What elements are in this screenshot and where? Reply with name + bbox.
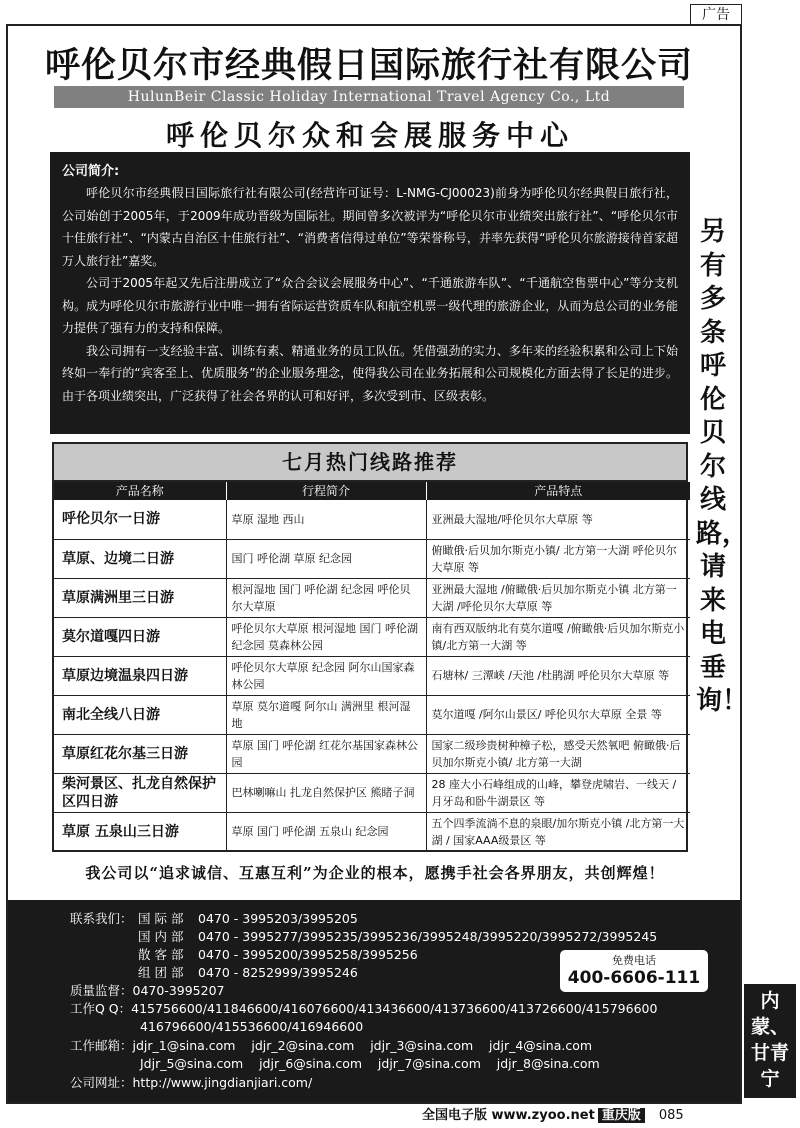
column-header: 产品特点	[426, 482, 690, 500]
route-features: 28 座大小石峰组成的山峰，攀登虎啸岩、一线天 /月牙岛和卧牛湖景区 等	[426, 773, 690, 812]
company-title-english: HulunBeir Classic Holiday International Travel Agency Co., Ltd	[54, 86, 684, 108]
ad-label: 广告	[690, 4, 742, 26]
table-row	[54, 539, 690, 578]
footer-site[interactable]: 全国电子版 www.zyoo.net	[422, 1108, 595, 1123]
intro-heading: 公司简介:	[62, 164, 120, 179]
intro-paragraph: 我公司拥有一支经验丰富、训练有素、精通业务的员工队伍。凭借强劲的实力、多年来的经验积累和公司上下始终如一奉行的“宾客至上、优质服务”的企业服务理念，使得我公司在业务拓展和公司规模化方面去得了长足的进步。由于各项业绩突出，广泛获得了社会各界的认可和好评，多次受到市、区级表彰。	[62, 343, 678, 403]
route-itinerary: 巴林喇嘛山 扎龙自然保护区 熊睹子洞	[226, 773, 426, 812]
route-name: 莫尔道嘎四日游	[54, 617, 226, 656]
routes-table	[54, 482, 690, 851]
table-row	[54, 656, 690, 695]
table-row	[54, 617, 690, 656]
qq-numbers: 工作Q Q：415756600/411846600/416076600/413436600/413736600/413726600/415796600	[70, 1001, 658, 1016]
dept-phones: 0470 - 3995203/3995205	[198, 911, 358, 926]
route-features: 亚洲最大湿地 /俯瞰俄·后贝加尔斯克小镇 北方第一大湖 /呼伦贝尔大草原 等	[426, 578, 690, 617]
table-row	[54, 773, 690, 812]
route-name: 草原 五泉山三日游	[54, 812, 226, 851]
subsidiary-title: 呼伦贝尔众和会展服务中心	[165, 119, 574, 152]
column-header: 行程简介	[226, 482, 426, 500]
email-list[interactable]: 工作邮箱：jdjr_1@sina.com jdjr_2@sina.com jdjr_3@sina.com jdjr_4@sina.com	[70, 1038, 593, 1053]
routes-table-panel	[52, 442, 688, 852]
route-itinerary: 国门 呼伦湖 草原 纪念园	[226, 539, 426, 578]
route-features: 俯瞰俄·后贝加尔斯克小镇/ 北方第一大湖 呼伦贝尔大草原 等	[426, 539, 690, 578]
route-features: 石塘林/ 三潭峡 /天池 /杜鹃湖 呼伦贝尔大草原 等	[426, 656, 690, 695]
company-title: 呼伦贝尔市经典假日国际旅行社有限公司	[44, 46, 693, 86]
column-header: 产品名称	[54, 482, 226, 500]
dept-name: 组 团 部	[138, 965, 184, 980]
route-itinerary: 草原 国门 呼伦湖 红花尔基国家森林公园	[226, 734, 426, 773]
route-name: 草原红花尔基三日游	[54, 734, 226, 773]
route-name: 草原满洲里三日游	[54, 578, 226, 617]
intro-paragraph: 公司于2005年起又先后注册成立了“众合会议会展服务中心”、“千通旅游车队”、“千通航空售票中心”等分支机构。成为呼伦贝尔市旅游行业中唯一拥有省际运营资质车队和航空机票一级代理的旅游企业，从而为总公司的业务能力提供了强有力的支持和保障。	[62, 276, 679, 335]
dept-name: 散 客 部	[138, 947, 184, 962]
company-intro	[50, 152, 690, 434]
region-tab-line: 甘青宁	[750, 1042, 789, 1090]
bottom-slogan: 我公司以“追求诚信、互惠互利”为企业的根本，愿携手社会各界朋友，共创辉煌！	[85, 864, 665, 882]
route-name: 柴河景区、扎龙自然保护区四日游	[54, 773, 226, 812]
route-itinerary: 呼伦贝尔大草原 根河湿地 国门 呼伦湖 纪念园 莫森林公园	[226, 617, 426, 656]
route-name: 呼伦贝尔一日游	[54, 500, 226, 539]
quality-supervision: 质量监督：0470-3995207	[70, 983, 225, 998]
hotline-label: 免费电话	[612, 954, 656, 967]
email-list-cont[interactable]: Jdjr_5@sina.com jdjr_6@sina.com jdjr_7@sina.com jdjr_8@sina.com	[140, 1056, 600, 1071]
route-itinerary: 草原 莫尔道嘎 阿尔山 满洲里 根河湿地	[226, 695, 426, 734]
route-features: 五个四季流淌不息的泉眼/加尔斯克小镇 /北方第一大湖 / 国家AAA级景区 等	[426, 812, 690, 851]
table-row	[54, 734, 690, 773]
table-row	[54, 578, 690, 617]
routes-title: 七月热门线路推荐	[54, 444, 686, 482]
dept-phones: 0470 - 3995200/3995258/3995256	[198, 947, 418, 962]
table-row	[54, 500, 690, 539]
qq-numbers-cont: 416796600/415536600/416946600	[140, 1019, 364, 1034]
hotline-number[interactable]: 400-6606-111	[567, 968, 701, 988]
route-features: 南有西双版纳北有莫尔道嘎 /俯瞰俄·后贝加尔斯克小镇/北方第一大湖 等	[426, 617, 690, 656]
route-features: 亚洲最大湿地/呼伦贝尔大草原 等	[431, 512, 593, 526]
region-tab	[744, 984, 796, 1098]
dept-name: 国 内 部	[138, 929, 184, 944]
route-features: 莫尔道嘎 /阿尔山景区/ 呼伦贝尔大草原 全景 等	[426, 695, 690, 734]
page-footer	[422, 1106, 792, 1126]
intro-paragraph: 呼伦贝尔市经典假日国际旅行社有限公司(经营许可证号：L-NMG-CJ00023)前身为呼伦贝尔经典假日旅行社，公司始创于2005年，于2009年成功晋级为国际社。期间曾多次被评为“呼伦贝尔市业绩突出旅行社”、“呼伦贝尔市十佳旅行社”、“内蒙古自治区十佳旅行社”、“消费者信得过单位”等荣誉称号，并率先获得“呼伦贝尔旅游接待首家超万人旅行社”嘉奖。	[62, 186, 678, 268]
dept-name: 国 际 部	[138, 911, 184, 926]
route-itinerary: 草原 国门 呼伦湖 五泉山 纪念园	[226, 812, 426, 851]
route-name: 草原、边境二日游	[54, 539, 226, 578]
contact-panel	[8, 900, 740, 1102]
website-link[interactable]: 公司网址：http://www.jingdianjiari.com/	[70, 1075, 313, 1090]
dept-phones: 0470 - 3995277/3995235/3995236/3995248/3995220/3995272/3995245	[198, 929, 658, 944]
route-features: 国家二级珍贵树种樟子松，感受天然氧吧 俯瞰俄·后贝加尔斯克小镇/ 北方第一大湖	[426, 734, 690, 773]
side-slogan: 另有多条呼伦贝尔线路，请来电垂询！	[696, 217, 749, 716]
route-name: 南北全线八日游	[54, 695, 226, 734]
route-itinerary: 根河湿地 国门 呼伦湖 纪念园 呼伦贝尔大草原	[226, 578, 426, 617]
route-itinerary: 草原 湿地 西山	[226, 500, 426, 539]
table-row	[54, 812, 690, 851]
dept-phones: 0470 - 8252999/3995246	[198, 965, 358, 980]
hotline-box	[560, 950, 708, 992]
region-tab-line: 内蒙、	[750, 990, 789, 1038]
table-row	[54, 695, 690, 734]
page-number: 085	[658, 1108, 684, 1123]
footer-edition: 重庆版	[598, 1108, 645, 1123]
route-name: 草原边境温泉四日游	[54, 656, 226, 695]
table-header-row	[54, 482, 690, 500]
contact-label: 联系我们：	[70, 911, 133, 926]
route-itinerary: 呼伦贝尔大草原 纪念园 阿尔山国家森林公园	[226, 656, 426, 695]
